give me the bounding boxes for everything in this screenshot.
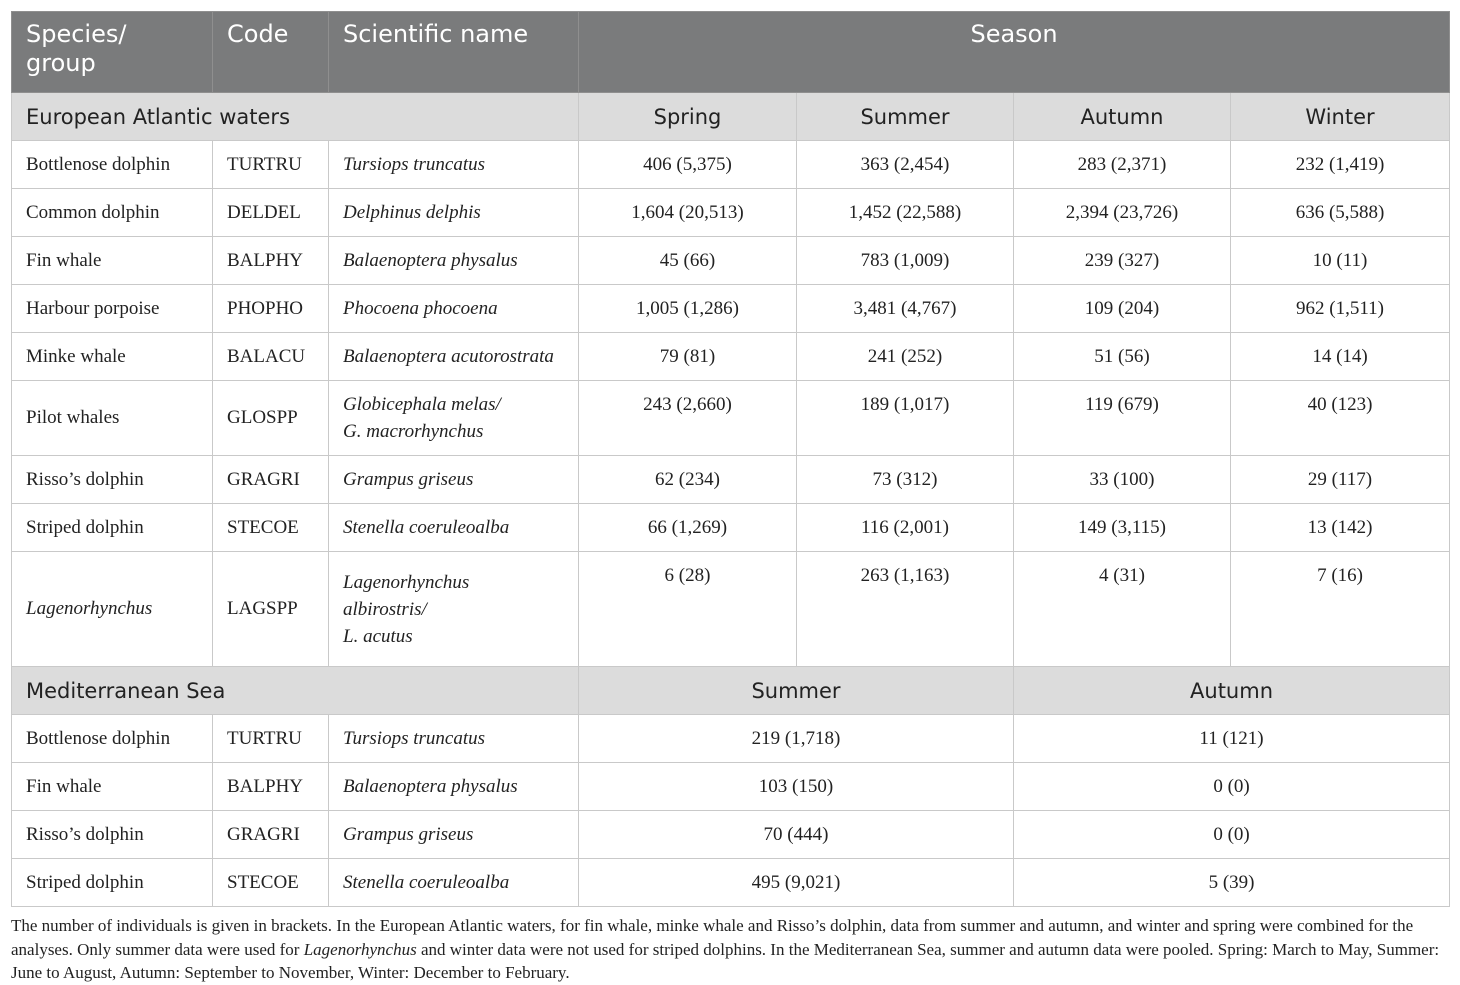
footnote-text: The number of individuals is given in brackets. In the European Atlantic waters, for fin whale, minke whale and Risso’s dolphin, data from summer and autumn, and winter and spring were combined for the analyses. Only summer data were used for — [11, 916, 1414, 959]
scientific-name-cell: Balaenoptera physalus — [329, 237, 579, 285]
value-cell: 51 (56) — [1014, 333, 1231, 381]
value-cell: 1,005 (1,286) — [579, 285, 797, 333]
table-row — [12, 189, 1450, 237]
value-cell: 219 (1,718) — [579, 715, 1014, 763]
scientific-name-cell: Tursiops truncatus — [329, 715, 579, 763]
species-cell: Lagenorhynchus — [12, 552, 213, 667]
table-row — [12, 811, 1450, 859]
species-cell: Bottlenose dolphin — [12, 715, 213, 763]
value-cell: 0 (0) — [1014, 763, 1450, 811]
value-cell: 5 (39) — [1014, 859, 1450, 907]
value-cell: 189 (1,017) — [797, 381, 1014, 456]
code-cell: BALACU — [213, 333, 329, 381]
value-cell: 962 (1,511) — [1231, 285, 1450, 333]
section-label-atlantic: European Atlantic waters — [12, 93, 579, 141]
value-cell: 283 (2,371) — [1014, 141, 1231, 189]
value-cell: 103 (150) — [579, 763, 1014, 811]
scientific-name-line: Globicephala melas/ — [343, 394, 501, 415]
table-row — [12, 552, 1450, 667]
table-row — [12, 285, 1450, 333]
value-cell: 79 (81) — [579, 333, 797, 381]
scientific-name-cell: Tursiops truncatus — [329, 141, 579, 189]
scientific-name-cell: Stenella coeruleoalba — [329, 859, 579, 907]
value-cell: 363 (2,454) — [797, 141, 1014, 189]
value-cell: 119 (679) — [1014, 381, 1231, 456]
value-cell: 11 (121) — [1014, 715, 1450, 763]
section-row-atlantic — [12, 93, 1450, 141]
value-cell: 4 (31) — [1014, 552, 1231, 667]
value-cell: 241 (252) — [797, 333, 1014, 381]
species-cell: Pilot whales — [12, 381, 213, 456]
value-cell: 29 (117) — [1231, 456, 1450, 504]
value-cell: 40 (123) — [1231, 381, 1450, 456]
code-cell: LAGSPP — [213, 552, 329, 667]
scientific-name-line: G. macrorhynchus — [343, 421, 484, 442]
season-label: Winter — [1231, 93, 1450, 141]
species-cell: Harbour porpoise — [12, 285, 213, 333]
value-cell: 3,481 (4,767) — [797, 285, 1014, 333]
footnote-text: and winter data were not used for striped dolphins. In the Mediterranean Sea, summer and autumn data were pooled. Spring: March to May, Summer: June to August, Autumn: September to November, Winter: December to February. — [11, 939, 1440, 982]
value-cell: 239 (327) — [1014, 237, 1231, 285]
code-cell: BALPHY — [213, 763, 329, 811]
scientific-name-cell: Balaenoptera physalus — [329, 763, 579, 811]
table-row — [12, 381, 1450, 456]
code-cell: GRAGRI — [213, 811, 329, 859]
species-cell: Bottlenose dolphin — [12, 141, 213, 189]
scientific-name-cell: Grampus griseus — [329, 811, 579, 859]
value-cell: 73 (312) — [797, 456, 1014, 504]
scientific-name-cell — [329, 381, 579, 456]
table-row — [12, 333, 1450, 381]
species-cell: Striped dolphin — [12, 504, 213, 552]
scientific-name-cell: Balaenoptera acutorostrata — [329, 333, 579, 381]
code-cell: STECOE — [213, 859, 329, 907]
header-scientific-name: Scientific name — [329, 12, 579, 93]
value-cell: 14 (14) — [1231, 333, 1450, 381]
species-cell: Fin whale — [12, 237, 213, 285]
value-cell: 2,394 (23,726) — [1014, 189, 1231, 237]
species-cell: Fin whale — [12, 763, 213, 811]
table-row — [12, 763, 1450, 811]
header-species: Species/ group — [12, 12, 213, 93]
value-cell: 33 (100) — [1014, 456, 1231, 504]
code-cell: PHOPHO — [213, 285, 329, 333]
species-cell: Risso’s dolphin — [12, 811, 213, 859]
table-header-row — [12, 12, 1450, 93]
scientific-name-cell: Grampus griseus — [329, 456, 579, 504]
scientific-name-line: L. acutus — [343, 625, 413, 647]
value-cell: 10 (11) — [1231, 237, 1450, 285]
value-cell: 45 (66) — [579, 237, 797, 285]
code-cell: GLOSPP — [213, 381, 329, 456]
value-cell: 149 (3,115) — [1014, 504, 1231, 552]
code-cell: TURTRU — [213, 141, 329, 189]
table-footnote — [11, 914, 1451, 985]
code-cell: DELDEL — [213, 189, 329, 237]
species-cell: Risso’s dolphin — [12, 456, 213, 504]
species-cell: Minke whale — [12, 333, 213, 381]
season-label: Autumn — [1014, 667, 1450, 715]
footnote-italic-term: Lagenorhynchus — [303, 939, 417, 959]
value-cell: 243 (2,660) — [579, 381, 797, 456]
species-cell: Common dolphin — [12, 189, 213, 237]
scientific-name-cell: Phocoena phocoena — [329, 285, 579, 333]
code-cell: TURTRU — [213, 715, 329, 763]
value-cell: 109 (204) — [1014, 285, 1231, 333]
table-row — [12, 237, 1450, 285]
code-cell: BALPHY — [213, 237, 329, 285]
scientific-name-cell — [329, 552, 579, 667]
section-label-mediterranean: Mediterranean Sea — [12, 667, 579, 715]
table-row — [12, 859, 1450, 907]
season-label: Summer — [579, 667, 1014, 715]
value-cell: 13 (142) — [1231, 504, 1450, 552]
value-cell: 1,604 (20,513) — [579, 189, 797, 237]
table-row — [12, 504, 1450, 552]
value-cell: 636 (5,588) — [1231, 189, 1450, 237]
header-season: Season — [579, 12, 1450, 93]
value-cell: 0 (0) — [1014, 811, 1450, 859]
value-cell: 116 (2,001) — [797, 504, 1014, 552]
code-cell: STECOE — [213, 504, 329, 552]
code-cell: GRAGRI — [213, 456, 329, 504]
value-cell: 783 (1,009) — [797, 237, 1014, 285]
species-cell: Striped dolphin — [12, 859, 213, 907]
value-cell: 70 (444) — [579, 811, 1014, 859]
value-cell: 7 (16) — [1231, 552, 1450, 667]
value-cell: 232 (1,419) — [1231, 141, 1450, 189]
value-cell: 66 (1,269) — [579, 504, 797, 552]
table-row — [12, 456, 1450, 504]
scientific-name-line: albirostris/ — [343, 598, 427, 620]
value-cell: 495 (9,021) — [579, 859, 1014, 907]
header-code: Code — [213, 12, 329, 93]
value-cell: 1,452 (22,588) — [797, 189, 1014, 237]
value-cell: 6 (28) — [579, 552, 797, 667]
species-season-table-figure — [11, 11, 1449, 985]
section-row-mediterranean — [12, 667, 1450, 715]
season-label: Autumn — [1014, 93, 1231, 141]
table-row — [12, 141, 1450, 189]
scientific-name-cell: Stenella coeruleoalba — [329, 504, 579, 552]
value-cell: 62 (234) — [579, 456, 797, 504]
value-cell: 263 (1,163) — [797, 552, 1014, 667]
value-cell: 406 (5,375) — [579, 141, 797, 189]
scientific-name-cell: Delphinus delphis — [329, 189, 579, 237]
table-row — [12, 715, 1450, 763]
scientific-name-line: Lagenorhynchus — [343, 571, 470, 593]
season-label: Summer — [797, 93, 1014, 141]
season-label: Spring — [579, 93, 797, 141]
species-season-table — [11, 11, 1450, 907]
